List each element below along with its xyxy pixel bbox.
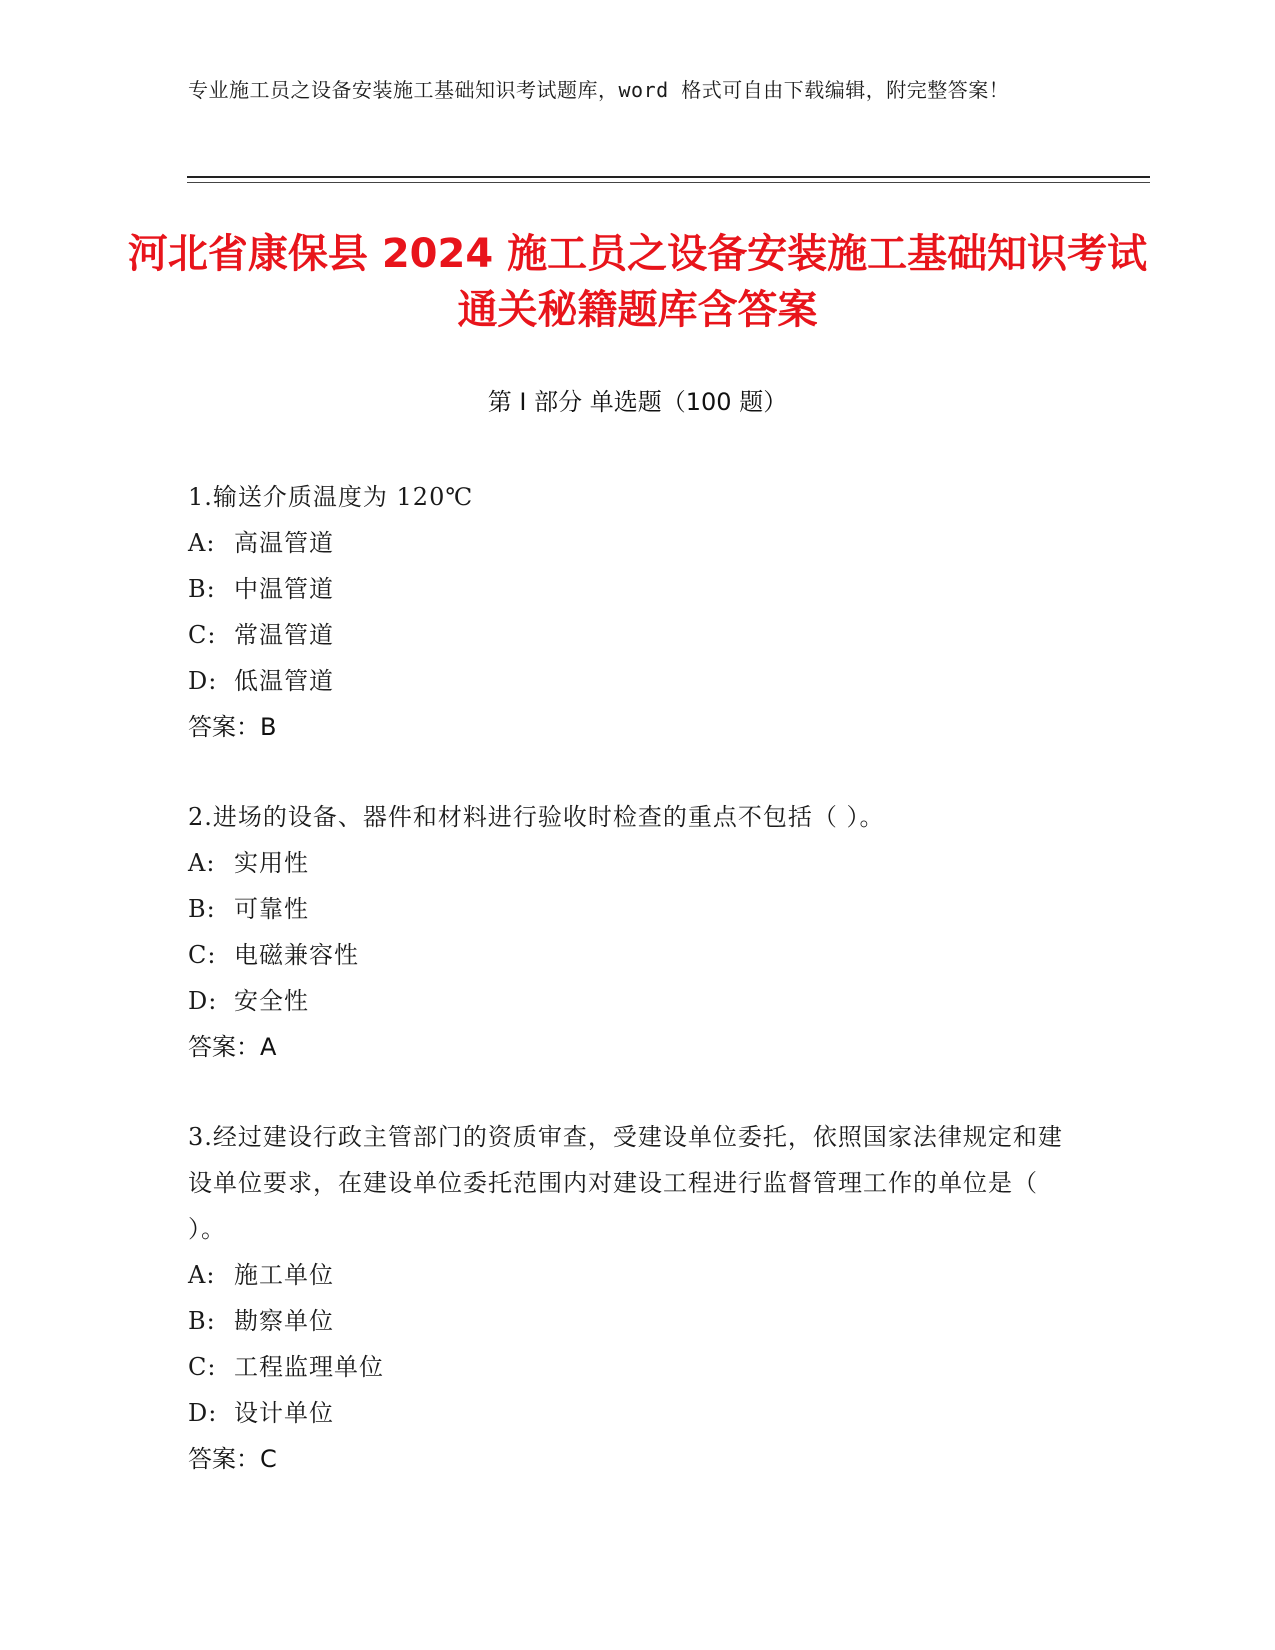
option-letter: A: <box>188 1261 216 1289</box>
document-title: 河北省康保县 2024 施工员之设备安装施工基础知识考试通关秘籍题库含答案 <box>127 231 1148 333</box>
option-b <box>188 886 1068 932</box>
option-a <box>188 1252 1068 1298</box>
option-letter: D: <box>188 667 218 695</box>
option-letter: C: <box>188 621 217 649</box>
question-2 <box>188 794 1068 1070</box>
option-text: 低温管道 <box>234 667 334 695</box>
option-a <box>188 520 1068 566</box>
option-letter: C: <box>188 1353 217 1381</box>
option-text: 实用性 <box>234 849 309 877</box>
option-d <box>188 978 1068 1024</box>
option-letter: D: <box>188 987 218 1015</box>
header-rule-thick <box>187 176 1150 178</box>
answer: 答案：A <box>188 1033 277 1061</box>
option-letter: B: <box>188 1307 216 1335</box>
option-a <box>188 840 1068 886</box>
option-d <box>188 658 1068 704</box>
option-text: 工程监理单位 <box>234 1353 384 1381</box>
option-text: 勘察单位 <box>234 1307 334 1335</box>
option-letter: A: <box>188 529 216 557</box>
section-title: 第 I 部分 单选题（100 题） <box>487 388 788 416</box>
option-text: 安全性 <box>234 987 309 1015</box>
option-c <box>188 1344 1068 1390</box>
option-text: 可靠性 <box>234 895 309 923</box>
option-text: 常温管道 <box>234 621 334 649</box>
option-letter: D: <box>188 1399 218 1427</box>
option-letter: B: <box>188 575 216 603</box>
option-d <box>188 1390 1068 1436</box>
option-text: 高温管道 <box>234 529 334 557</box>
answer: 答案：C <box>188 1445 277 1473</box>
option-text: 中温管道 <box>234 575 334 603</box>
option-letter: B: <box>188 895 216 923</box>
header-rule-thin <box>187 182 1150 183</box>
question-stem: 2.进场的设备、器件和材料进行验收时检查的重点不包括（ ）。 <box>188 803 885 831</box>
option-text: 电磁兼容性 <box>234 941 359 969</box>
option-c <box>188 932 1068 978</box>
header-note: 专业施工员之设备安装施工基础知识考试题库，word 格式可自由下载编辑，附完整答案！ <box>188 78 1010 102</box>
option-letter: A: <box>188 849 216 877</box>
option-b <box>188 1298 1068 1344</box>
option-c <box>188 612 1068 658</box>
question-3 <box>188 1114 1068 1482</box>
option-text: 施工单位 <box>234 1261 334 1289</box>
question-stem: 3.经过建设行政主管部门的资质审查，受建设单位委托，依照国家法律规定和建设单位要求，在建设单位委托范围内对建设工程进行监督管理工作的单位是（ ）。 <box>188 1123 1063 1243</box>
answer: 答案：B <box>188 713 277 741</box>
option-letter: C: <box>188 941 217 969</box>
question-1 <box>188 474 1068 750</box>
option-b <box>188 566 1068 612</box>
option-text: 设计单位 <box>234 1399 334 1427</box>
question-stem: 1.输送介质温度为 120℃ <box>188 483 474 511</box>
